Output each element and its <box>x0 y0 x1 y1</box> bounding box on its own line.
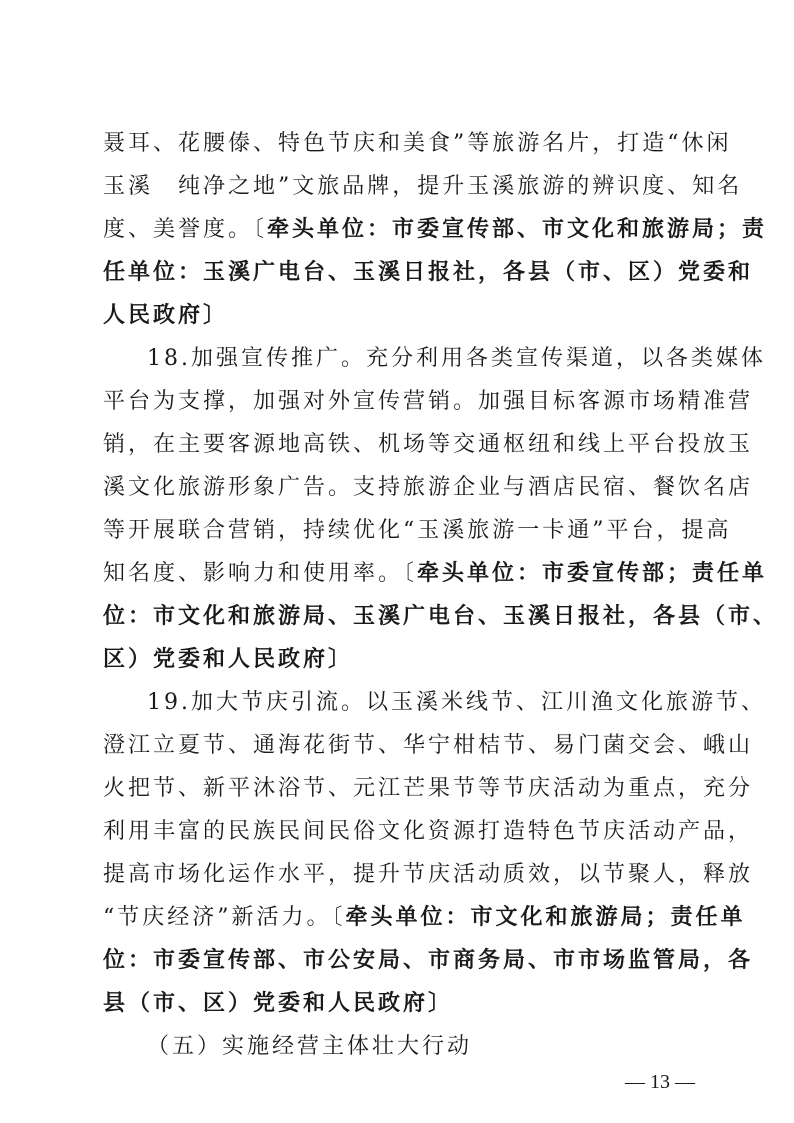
responsibility-text: 任单位：玉溪广电台、玉溪日报社，各县（市、区）党委和 <box>103 260 754 285</box>
lead-unit-text: 牵头单位：市委宣传部、市文化和旅游局；责 <box>267 217 768 242</box>
text-line: 玉溪 纯净之地”文旅品牌，提升玉溪旅游的辨识度、知名 <box>103 174 743 199</box>
text-line <box>103 554 768 594</box>
lead-unit-text: 牵头单位：市委宣传部；责任单 <box>417 561 768 586</box>
text-line: 利用丰富的民族民间民俗文化资源打造特色节庆活动产品， <box>103 819 754 844</box>
text-fragment: 知名度、影响力和使用率。〔 <box>103 561 418 586</box>
text-line: 平台为支撑，加强对外宣传营销。加强目标客源市场精准营 <box>103 389 754 414</box>
text-line: 火把节、新平沐浴节、元江芒果节等节庆活动为重点，充分 <box>103 776 754 801</box>
responsibility-text: 人民政府〕 <box>103 303 229 328</box>
responsibility-text: 位：市委宣传部、市公安局、市商务局、市市场监管局，各 <box>103 948 754 973</box>
text-fragment: 度、美誉度。〔 <box>103 217 268 242</box>
responsibility-text: 县（市、区）党委和人民政府〕 <box>103 991 454 1016</box>
item-18-heading-line: 18.加强宣传推广。充分利用各类宣传渠道，以各类媒体 <box>147 346 766 371</box>
text-fragment: “节庆经济”新活力。〔 <box>103 905 346 930</box>
text-line: 聂耳、花腰傣、特色节庆和美食”等旅游名片，打造“休闲 <box>103 131 732 156</box>
lead-unit-text: 牵头单位：市文化和旅游局；责任单 <box>345 905 746 930</box>
text-line <box>103 898 746 938</box>
page-number: — 13 — <box>625 1071 695 1093</box>
text-line: 溪文化旅游形象广告。支持旅游企业与酒店民宿、餐饮名店 <box>103 475 754 500</box>
text-line <box>103 210 768 250</box>
section-heading: （五）实施经营主体壮大行动 <box>147 1034 473 1059</box>
item-19-heading-line: 19.加大节庆引流。以玉溪米线节、江川渔文化旅游节、 <box>147 690 766 715</box>
responsibility-text: 位：市文化和旅游局、玉溪广电台、玉溪日报社，各县（市、 <box>103 604 779 629</box>
text-line: 销，在主要客源地高铁、机场等交通枢纽和线上平台投放玉 <box>103 432 754 457</box>
text-line: 澄江立夏节、通海花街节、华宁柑桔节、易门菌交会、峨山 <box>103 733 754 758</box>
text-line: 提高市场化运作水平，提升节庆活动质效，以节聚人，释放 <box>103 862 754 887</box>
responsibility-text: 区）党委和人民政府〕 <box>103 647 354 672</box>
text-line: 等开展联合营销，持续优化“玉溪旅游一卡通”平台，提高 <box>103 518 732 543</box>
